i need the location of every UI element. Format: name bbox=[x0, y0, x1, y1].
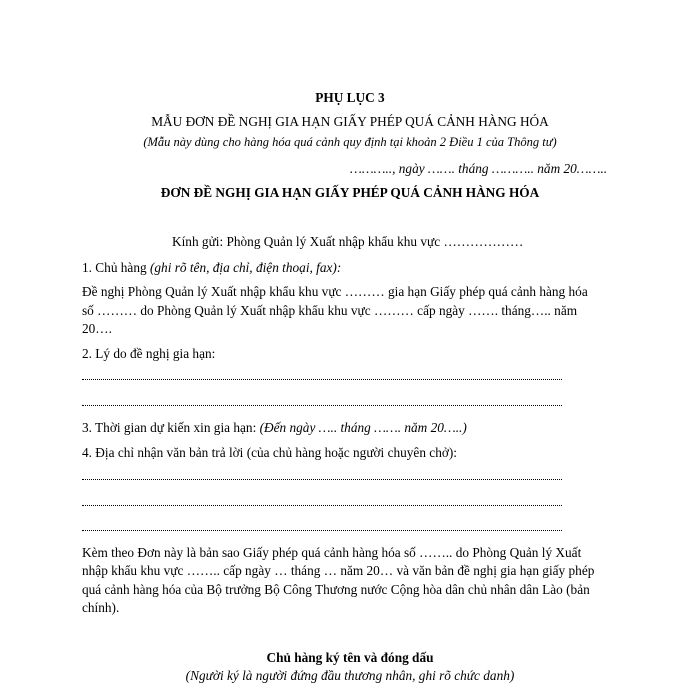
item-4-label: 4. Địa chỉ nhận văn bản trả lời (của chủ hàng hoặc người chuyên chở): bbox=[82, 445, 458, 460]
date-line: ……….., ngày ……. tháng ……….. năm 20…….. bbox=[350, 161, 608, 176]
signature-note: (Người ký là người đứng đầu thương nhân, ghi rõ chức danh) bbox=[185, 668, 515, 683]
attach-line-1: Kèm theo Đơn này là bản sao Giấy phép quá cảnh hàng hóa số …….. do Phòng Quản lý Xuất bbox=[82, 545, 582, 560]
item-3 bbox=[82, 420, 467, 436]
dotted-line-reason-1 bbox=[82, 371, 562, 380]
item-1 bbox=[82, 260, 341, 276]
attach-line-2: nhập khẩu khu vực …….. cấp ngày … tháng … năm 20… và văn bản đề nghị gia hạn giấy phép bbox=[82, 563, 595, 578]
request-line-2: số ……… do Phòng Quản lý Xuất nhập khẩu khu vực ……… cấp ngày ……. tháng….. năm bbox=[82, 303, 578, 318]
item-1-label: 1. Chủ hàng bbox=[82, 260, 147, 275]
item-2-label: 2. Lý do đề nghị gia hạn: bbox=[82, 346, 216, 361]
item-3-label: 3. Thời gian dự kiến xin gia hạn: bbox=[82, 420, 257, 435]
signature-title: Chủ hàng ký tên và đóng dấu bbox=[266, 650, 434, 665]
main-title: ĐƠN ĐỀ NGHỊ GIA HẠN GIẤY PHÉP QUÁ CẢNH HÀNG HÓA bbox=[160, 185, 540, 200]
item-1-hint: (ghi rõ tên, địa chỉ, điện thoại, fax): bbox=[149, 260, 342, 275]
attach-line-3: quá cảnh hàng hóa của Bộ trưởng Bộ Công Thương nước Cộng hòa dân chủ nhân dân Lào (bản bbox=[82, 582, 590, 597]
request-line-3: 20…. bbox=[82, 321, 112, 336]
addressee: Kính gửi: Phòng Quản lý Xuất nhập khẩu khu vực ……………… bbox=[172, 234, 524, 249]
form-note: (Mẫu này dùng cho hàng hóa quá cảnh quy định tại khoản 2 Điều 1 của Thông tư) bbox=[143, 135, 557, 149]
request-line-1: Đề nghị Phòng Quản lý Xuất nhập khẩu khu vực ……… gia hạn Giấy phép quá cảnh hàng hóa bbox=[82, 284, 588, 299]
dotted-line-address-3 bbox=[82, 522, 562, 531]
attach-line-4: chính). bbox=[82, 600, 120, 615]
dotted-line-reason-2 bbox=[82, 397, 562, 406]
item-3-hint: (Đến ngày ….. tháng ……. năm 20…..) bbox=[259, 420, 467, 435]
dotted-line-address-2 bbox=[82, 497, 562, 506]
dotted-line-address-1 bbox=[82, 471, 562, 480]
appendix-label: PHỤ LỤC 3 bbox=[315, 90, 385, 105]
form-title: MẪU ĐƠN ĐỀ NGHỊ GIA HẠN GIẤY PHÉP QUÁ CẢNH HÀNG HÓA bbox=[151, 114, 549, 129]
